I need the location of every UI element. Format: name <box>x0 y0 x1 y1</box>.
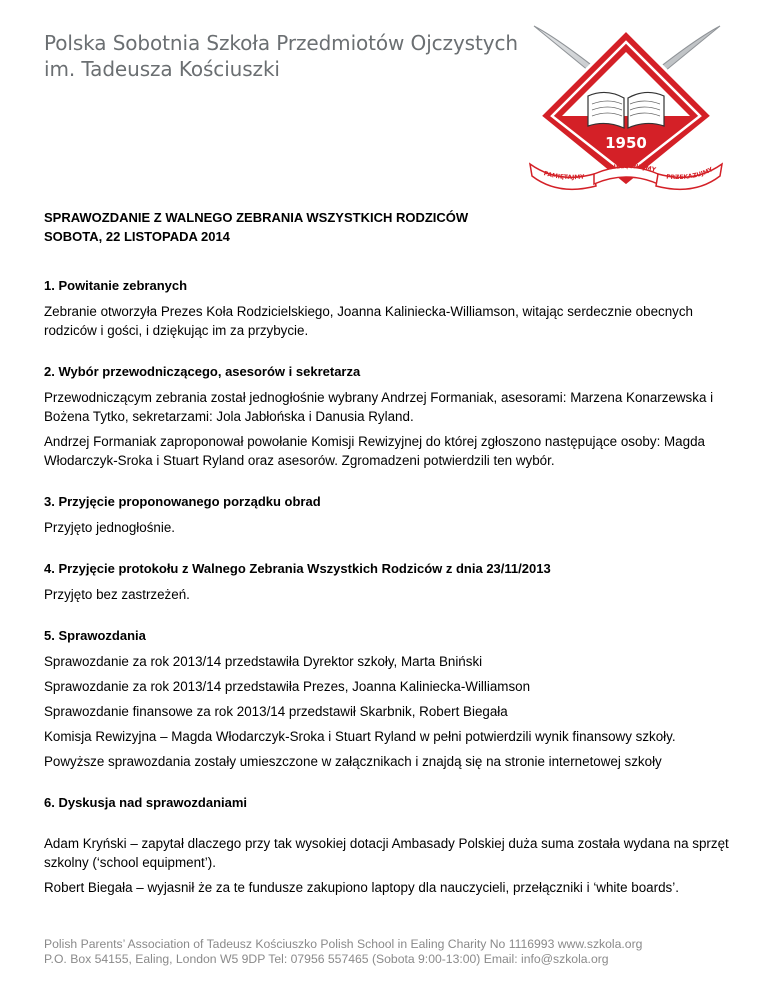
paragraph: Sprawozdanie finansowe za rok 2013/14 przedstawił Skarbnik, Robert Biegała <box>44 704 508 719</box>
footer <box>44 937 744 967</box>
section-heading: 5. Sprawozdania <box>44 628 146 643</box>
document-title-line1: SPRAWOZDANIE Z WALNEGO ZEBRANIA WSZYSTKICH RODZICÓW <box>44 210 469 225</box>
ribbon-center-text: PIELĘGNUJMY <box>608 162 657 174</box>
document-body <box>44 208 734 897</box>
document-title-line2: SOBOTA, 22 LISTOPADA 2014 <box>44 229 230 244</box>
section-6 <box>44 793 734 897</box>
paragraph: Robert Biegała – wyjasnił że za te fundusze zakupiono laptopy dla nauczycieli, przełączniki i ‘white boards’. <box>44 880 679 895</box>
paragraph: Komisja Rewizyjna – Magda Włodarczyk-Sroka i Stuart Ryland w pełni potwierdzili wynik finansowy szkoły. <box>44 729 676 744</box>
ribbon-left-text: PAMIĘTAJMY <box>542 170 585 182</box>
section-4 <box>44 559 734 604</box>
section-heading: 1. Powitanie zebranych <box>44 278 188 293</box>
footer-line1: Polish Parents’ Association of Tadeusz Kościuszko Polish School in Ealing Charity No 1116993 www.szkola.org <box>44 937 643 951</box>
school-logo <box>528 24 724 196</box>
section-heading: 2. Wybór przewodniczącego, asesorów i sekretarza <box>44 364 361 379</box>
paragraph: Zebranie otworzyła Prezes Koła Rodzicielskiego, Joanna Kaliniecka-Williamson, witając serdecznie obecnych rodziców i gości, i dziękując im za przybycie. <box>44 304 694 338</box>
school-name-line1: Polska Sobotnia Szkoła Przedmiotów Ojczystych <box>44 31 518 55</box>
section-5 <box>44 626 734 771</box>
letterhead <box>0 0 768 200</box>
paragraph: Sprawozdanie za rok 2013/14 przedstawiła Prezes, Joanna Kaliniecka-Williamson <box>44 679 531 694</box>
school-name-line2: im. Tadeusza Kościuszki <box>44 57 280 81</box>
paragraph: Sprawozdanie za rok 2013/14 przedstawiła Dyrektor szkoły, Marta Bniński <box>44 654 483 669</box>
paragraph: Przyjęto jednogłośnie. <box>44 520 176 535</box>
footer-line2: P.O. Box 54155, Ealing, London W5 9DP Tel: 07956 557465 (Sobota 9:00-13:00) Email: info@szkola.org <box>44 952 609 966</box>
logo-year: 1950 <box>605 134 647 152</box>
section-2 <box>44 362 734 470</box>
section-heading: 4. Przyjęcie protokołu z Walnego Zebrania Wszystkich Rodziców z dnia 23/11/2013 <box>44 561 551 576</box>
paragraph: Andrzej Formaniak zaproponował powołanie Komisji Rewizyjnej do której zgłoszono następujące osoby: Magda Włodarczyk-Sroka i Stuart Ryland oraz asesorów. Zgromadzeni potwierdzili ten wybór. <box>44 434 705 468</box>
paragraph: Adam Kryński – zapytał dlaczego przy tak wysokiej dotacji Ambasady Polskiej duża suma została wydana na sprzęt szkolny (‘school equipment’). <box>44 836 729 870</box>
paragraph: Przewodniczącym zebrania został jednogłośnie wybrany Andrzej Formaniak, asesorami: Marzena Konarzewska i Bożena Tytko, sekretarzami: Jola Jabłońska i Danusia Ryland. <box>44 390 714 424</box>
section-3 <box>44 492 734 537</box>
school-name <box>44 30 518 82</box>
paragraph: Powyższe sprawozdania zostały umieszczone w załącznikach i znajdą się na stronie internetowej szkoły <box>44 754 662 769</box>
ribbon-right-text: PRZEKAZUJMY <box>666 166 715 182</box>
paragraph: Przyjęto bez zastrzeżeń. <box>44 587 190 602</box>
section-heading: 3. Przyjęcie proponowanego porządku obrad <box>44 494 321 509</box>
section-1 <box>44 276 734 340</box>
section-heading: 6. Dyskusja nad sprawozdaniami <box>44 795 248 810</box>
